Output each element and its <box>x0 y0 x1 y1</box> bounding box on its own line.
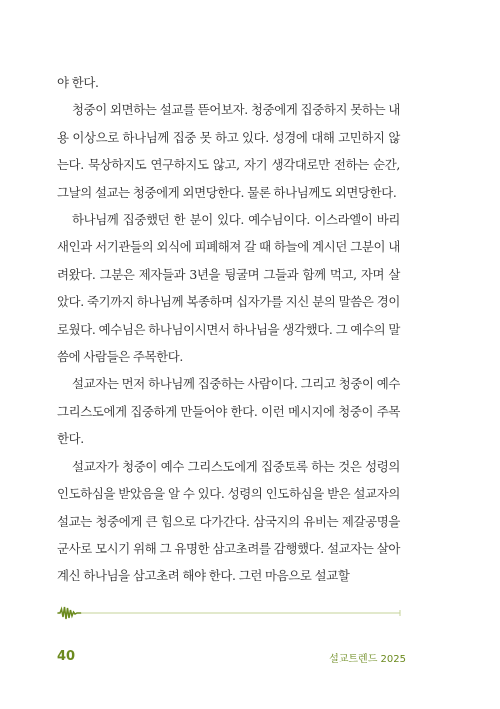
page-number: 40 <box>57 649 76 664</box>
paragraph-2: 하나님께 집중했던 한 분이 있다. 예수님이다. 이스라엘이 바리새인과 서기관들의 외식에 피폐해져 갈 때 하늘에 계시던 그분이 내려왔다. 그분은 제자들과 3년을 뒹굴며 그들과 함께 먹고, 자며 살았다. 죽기까지 하나님께 복종하며 십자가를 지신 분의 말씀은 경이로웠다. 예수님은 하나님이시면서 하나님을 생각했다. 그 예수의 말씀에 사람들은 주목한다. <box>57 212 400 365</box>
paragraph-3: 설교자는 먼저 하나님께 집중하는 사람이다. 그리고 청중이 예수 그리스도에게 집중하게 만들어야 한다. 이런 메시지에 청중이 주목한다. <box>57 376 400 447</box>
running-footer-title: 설교트렌드 2025 <box>329 654 406 665</box>
page-body <box>57 69 400 590</box>
sound-wave-icon <box>58 607 81 619</box>
paragraph-1: 청중이 외면하는 설교를 뜯어보자. 청중에게 집중하지 못하는 내용 이상으로 하나님께 집중 못 하고 있다. 성경에 대해 고민하지 않는다. 묵상하지도 연구하지도 않고, 자기 생각대로만 전하는 순간, 그날의 설교는 청중에게 외면당한다. 물론 하나님께도 외면당한다. <box>57 102 400 200</box>
paragraph-continuation: 야 한다. <box>57 75 99 90</box>
paragraph-4: 설교자가 청중이 예수 그리스도에게 집중토록 하는 것은 성령의 인도하심을 받았음을 알 수 있다. 성령의 인도하심을 받은 설교자의 설교는 청중에게 큰 힘으로 다가간다. 삼국지의 유비는 제갈공명을 군사로 모시기 위해 그 유명한 삼고초려를 감행했다. 설교자는 살아계신 하나님을 삼고초려 해야 한다. 그런 마음으로 설교할 <box>57 458 400 584</box>
footer-divider <box>57 606 404 620</box>
